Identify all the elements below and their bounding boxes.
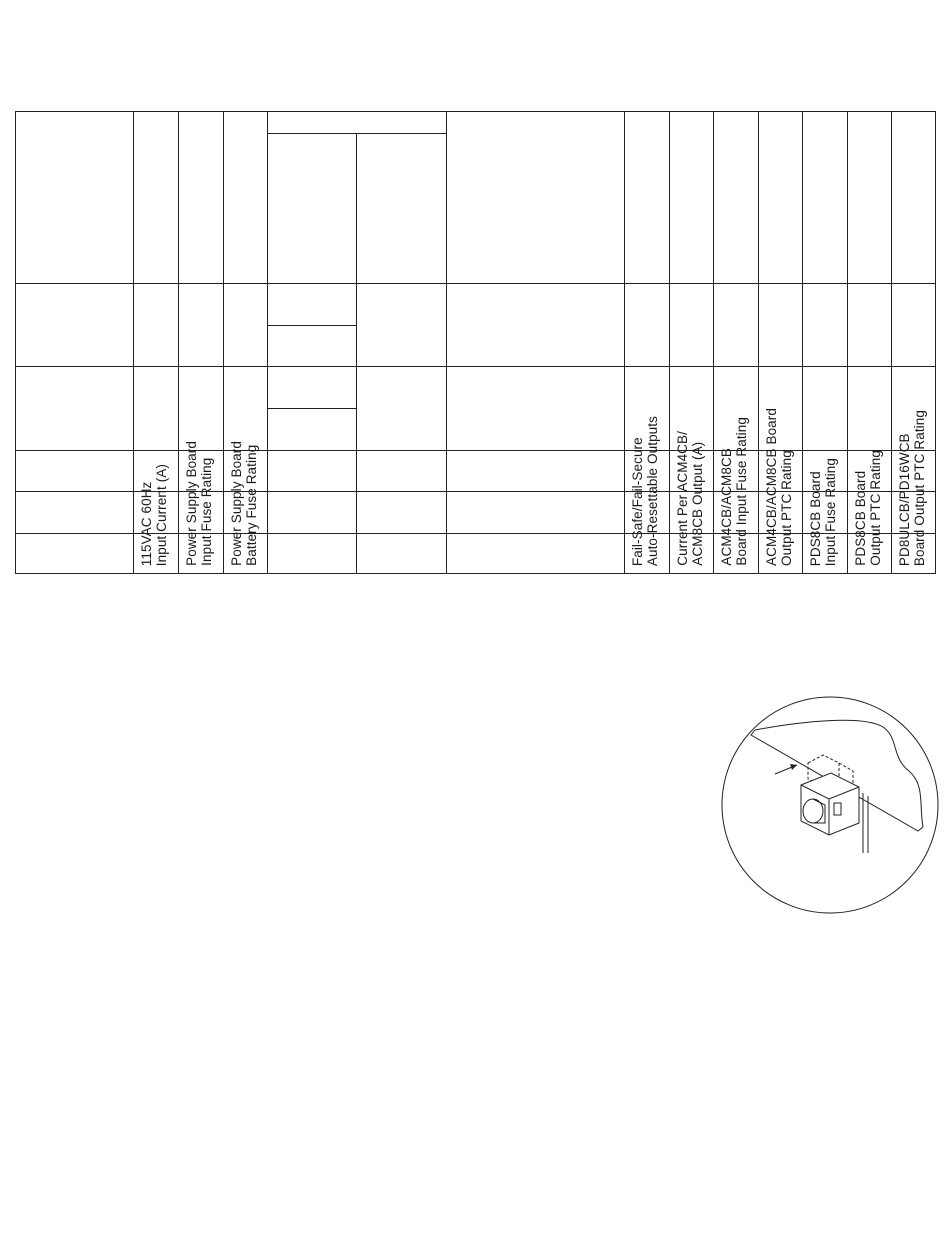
header-current-per-acm-output: Current Per ACM4CB/ ACM8CB Output (A) <box>675 431 705 566</box>
column-divider <box>802 111 803 574</box>
circuit-board-mount-icon <box>713 693 947 917</box>
group-header-divider <box>267 133 446 134</box>
group-header <box>267 111 446 133</box>
header-psu-battery-fuse: Power Supply Board Battery Fuse Rating <box>229 441 259 566</box>
column-divider <box>178 111 179 574</box>
specification-table <box>15 111 936 574</box>
column-divider <box>223 111 224 574</box>
column-divider <box>669 111 670 574</box>
subcolumn-divider <box>356 133 357 574</box>
column-divider <box>847 111 848 574</box>
column-divider <box>446 111 447 574</box>
header-acm-input-fuse: ACM4CB/ACM8CB Board Input Fuse Rating <box>719 417 749 566</box>
column-divider <box>891 111 892 574</box>
row-divider <box>15 366 936 367</box>
header-pd8ulcb-output-ptc: PD8ULCB/PD16WCB Board Output PTC Rating <box>897 409 927 566</box>
header-acm-output-ptc: ACM4CB/ACM8CB Board Output PTC Rating <box>764 408 794 566</box>
header-input-current: 115VAC 60Hz Input Current (A) <box>139 463 169 566</box>
header-pds8cb-output-ptc: PDS8CB Board Output PTC Rating <box>853 450 883 566</box>
column-divider <box>758 111 759 574</box>
row-divider <box>15 450 936 451</box>
column-divider <box>713 111 714 574</box>
column-divider <box>624 111 625 574</box>
header-fail-safe-outputs: Fail-Safe/Fail-Secure Auto-Resettable Outputs <box>630 415 660 566</box>
column-divider <box>267 111 268 574</box>
header-bottom-line <box>15 283 936 284</box>
header-pds8cb-input-fuse: PDS8CB Board Input Fuse Rating <box>808 457 838 566</box>
column-divider <box>133 111 134 574</box>
header-psu-input-fuse: Power Supply Board Input Fuse Rating <box>184 441 214 566</box>
subrow-divider <box>267 408 356 409</box>
subrow-divider <box>267 325 356 326</box>
